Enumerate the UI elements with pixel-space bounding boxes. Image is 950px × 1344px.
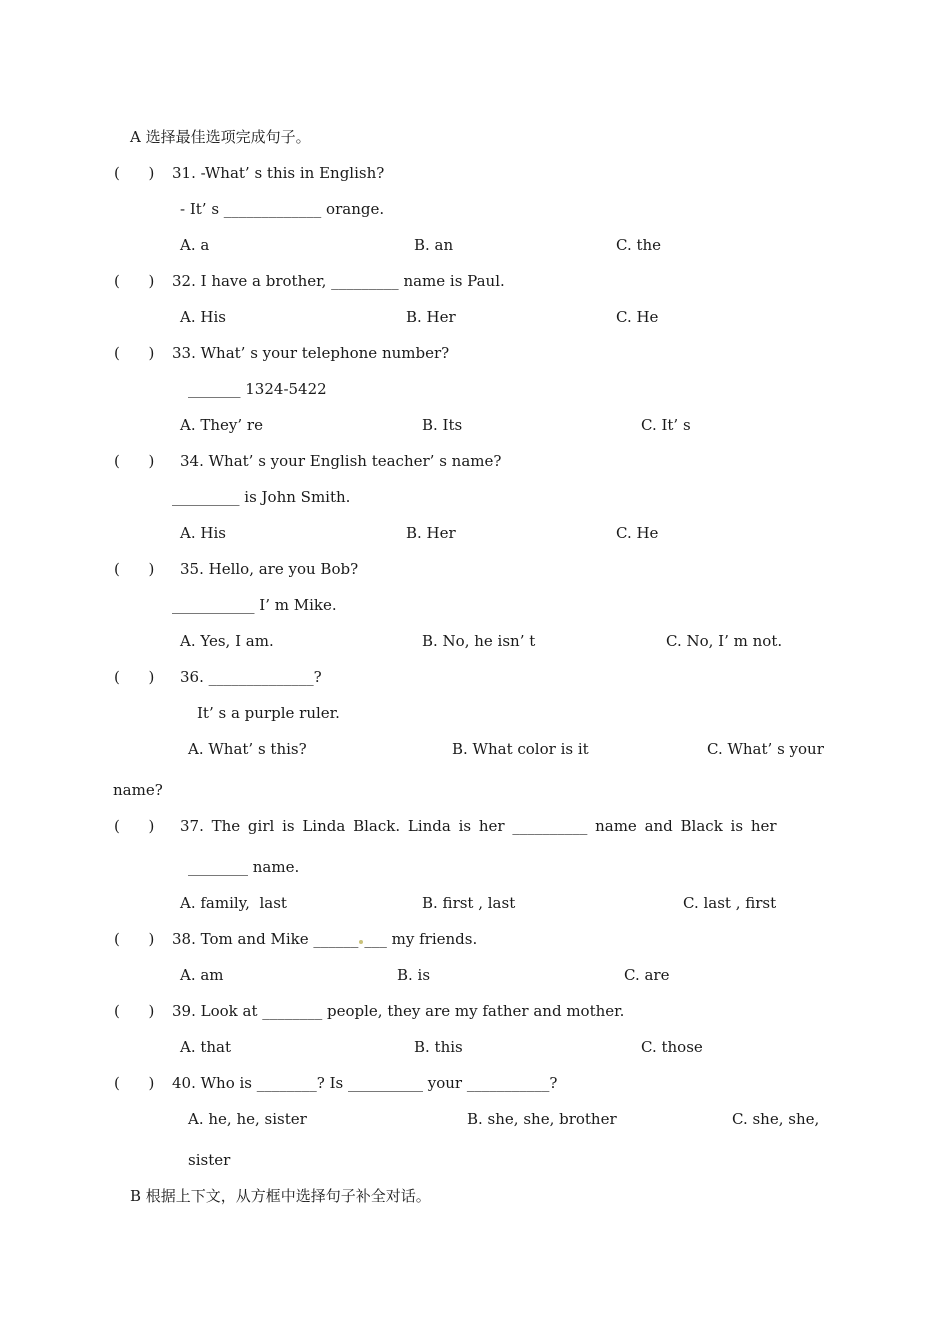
question-31-stem: 31. -What’ s this in English? (172, 164, 385, 182)
question-36-option-b: B. What color is it (452, 740, 589, 758)
question-34-line2: _________ is John Smith. (172, 488, 351, 506)
answer-paren: ( ) (114, 1074, 155, 1092)
question-35-stem: 35. Hello, are you Bob? (180, 560, 359, 578)
question-31-option-b: B. an (414, 236, 454, 254)
question-34-option-b: B. Her (406, 524, 456, 542)
question-35-option-b: B. No, he isn’ t (422, 632, 536, 650)
question-34-option-c: C. He (616, 524, 659, 542)
question-37-line2: ________ name. (188, 858, 300, 876)
question-35-line2: ___________ I’ m Mike. (172, 596, 337, 614)
question-32-option-a: A. His (180, 308, 226, 326)
question-32-stem: 32. I have a brother, _________ name is Paul. (172, 272, 505, 290)
question-38-option-a: A. am (180, 966, 224, 984)
question-31-line2: - It’ s _____________ orange. (180, 200, 385, 218)
question-37-option-b: B. first , last (422, 894, 516, 912)
answer-paren: ( ) (114, 452, 155, 470)
answer-paren: ( ) (114, 668, 155, 686)
question-33-option-b: B. Its (422, 416, 463, 434)
question-39-option-a: A. that (180, 1038, 232, 1056)
question-37-option-c: C. last , first (683, 894, 777, 912)
question-39-option-c: C. those (641, 1038, 703, 1056)
question-37-stem: 37. The girl is Linda Black. Linda is her __________ name and Black is her (180, 817, 777, 835)
question-38-option-c: C. are (624, 966, 670, 984)
question-33-option-c: C. It’ s (641, 416, 691, 434)
question-38-stem (172, 930, 477, 948)
answer-paren: ( ) (114, 344, 155, 362)
question-35-option-a: A. Yes, I am. (180, 632, 274, 650)
question-37-option-a: A. family, last (180, 894, 287, 912)
answer-paren: ( ) (114, 272, 155, 290)
question-34-option-a: A. His (180, 524, 226, 542)
question-40-option-c-continued: sister (188, 1151, 231, 1169)
question-36-line2: It’ s a purple ruler. (197, 704, 340, 722)
question-39-option-b: B. this (414, 1038, 463, 1056)
question-34-stem: 34. What’ s your English teacher’ s name? (180, 452, 502, 470)
answer-paren: ( ) (114, 164, 155, 182)
answer-paren: ( ) (114, 560, 155, 578)
answer-paren: ( ) (114, 1002, 155, 1020)
question-33-stem: 33. What’ s your telephone number? (172, 344, 450, 362)
question-36-option-a: A. What’ s this? (188, 740, 307, 758)
question-38-stem-end: ___ my friends. (364, 930, 478, 948)
question-35-option-c: C. No, I’ m not. (666, 632, 783, 650)
section-a-heading: A 选择最佳选项完成句子。 (130, 128, 311, 146)
question-40-stem: 40. Who is ________? Is __________ your ___________? (172, 1074, 558, 1092)
question-33-line2: _______ 1324-5422 (188, 380, 327, 398)
question-40-option-b: B. she, she, brother (467, 1110, 617, 1128)
stray-dot (359, 940, 363, 944)
question-32-option-b: B. Her (406, 308, 456, 326)
section-b-heading: B 根据上下文，从方框中选择句子补全对话。 (130, 1187, 431, 1205)
question-32-option-c: C. He (616, 308, 659, 326)
question-33-option-a: A. They’ re (180, 416, 263, 434)
question-38-stem-start: 38. Tom and Mike ______ (172, 930, 359, 948)
question-38-option-b: B. is (397, 966, 431, 984)
question-36-stem: 36. ______________? (180, 668, 322, 686)
question-36-option-c: C. What’ s your (707, 740, 824, 758)
question-40-option-c: C. she, she, (732, 1110, 820, 1128)
question-39-stem: 39. Look at ________ people, they are my father and mother. (172, 1002, 625, 1020)
question-36-option-c-continued: name? (113, 781, 163, 799)
question-31-option-c: C. the (616, 236, 662, 254)
answer-paren: ( ) (114, 930, 155, 948)
question-40-option-a: A. he, he, sister (188, 1110, 307, 1128)
answer-paren: ( ) (114, 817, 155, 835)
question-31-option-a: A. a (180, 236, 210, 254)
